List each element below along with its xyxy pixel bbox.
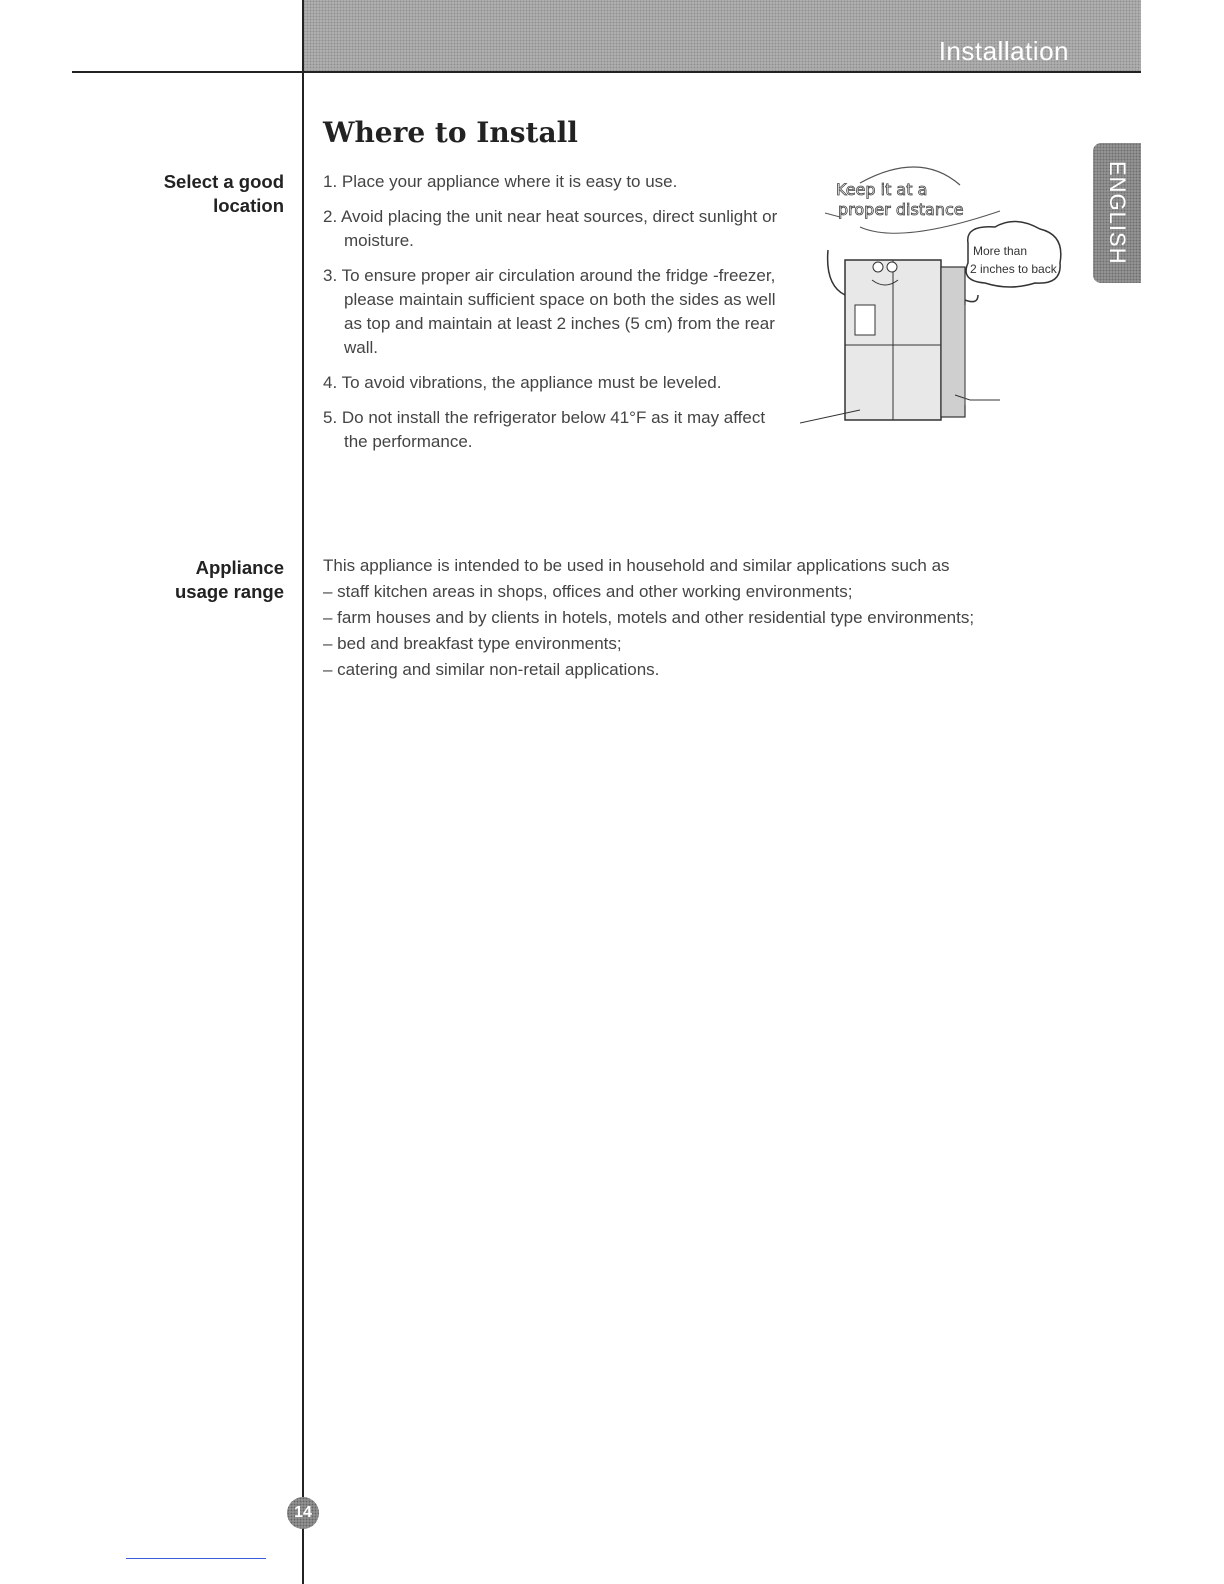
sidebar-label-usage [64, 556, 284, 604]
list-item: 2. Avoid placing the unit near heat sources, direct sunlight or moisture. [323, 207, 778, 250]
language-tab [1093, 143, 1141, 283]
section-title: Where to Install [323, 116, 578, 149]
list-item: 3. To ensure proper air circulation around the fridge -freezer, please maintain sufficient space on both the sides as well as top and maintain at least 2 inches (5 cm) from the rear wall. [323, 266, 776, 357]
list-item: 4. To avoid vibrations, the appliance must be leveled. [323, 373, 722, 392]
speech-text-line1: Keep it at a [836, 180, 928, 199]
header-banner [303, 0, 1141, 72]
sidebar-label-line: usage range [175, 581, 284, 602]
bubble-text-line1: More than [973, 244, 1028, 258]
usage-range-text [323, 553, 1083, 683]
speech-text-line2: proper distance [838, 200, 964, 219]
bubble-text-line2: 2 inches to back [970, 262, 1057, 276]
sidebar-label-location [64, 170, 284, 218]
language-tab-label: ENGLISH [1105, 161, 1130, 265]
usage-line: – farm houses and by clients in hotels, motels and other residential type environments; [323, 608, 975, 627]
usage-line: – bed and breakfast type environments; [323, 634, 622, 653]
vertical-rule [302, 0, 304, 1584]
sidebar-label-line: Appliance [195, 557, 284, 578]
sidebar-label-line: Select a good [163, 171, 284, 192]
usage-line: – staff kitchen areas in shops, offices and other working environments; [323, 582, 853, 601]
usage-line: – catering and similar non-retail applications. [323, 660, 660, 679]
install-steps-list [323, 170, 793, 465]
usage-line: This appliance is intended to be used in household and similar applications such as [323, 556, 950, 575]
list-item: 5. Do not install the refrigerator below 41°F as it may affect the performance. [323, 408, 766, 451]
sidebar-label-line: location [213, 195, 284, 216]
header-title: Installation [938, 36, 1069, 66]
header-rule [72, 71, 1141, 73]
list-item: 1. Place your appliance where it is easy to use. [323, 172, 678, 191]
refrigerator-illustration [800, 155, 1080, 435]
footer-line [126, 1558, 266, 1559]
page-number: 14 [287, 1497, 319, 1529]
